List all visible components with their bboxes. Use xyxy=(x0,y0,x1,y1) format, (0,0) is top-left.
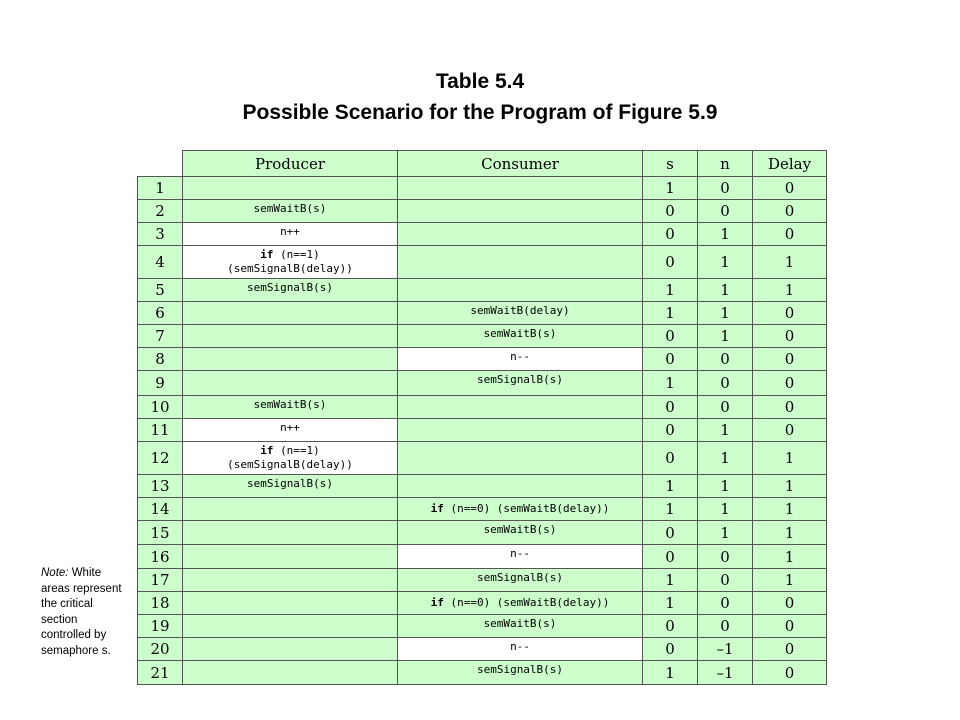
row-number: 8 xyxy=(137,347,183,371)
consumer-code-line xyxy=(484,523,557,537)
s-value: 0 xyxy=(642,441,698,475)
code-text: semSignalB(s) xyxy=(246,281,334,294)
consumer-cell xyxy=(397,568,643,592)
delay-value: 0 xyxy=(752,614,827,638)
consumer-cell xyxy=(397,637,643,661)
code-text: semSignalB(s) xyxy=(246,477,334,490)
n-value: 1 xyxy=(697,497,753,521)
s-value: 0 xyxy=(642,245,698,279)
header-delay: Delay xyxy=(752,150,827,177)
code-text: semSignalB(s) xyxy=(476,373,564,386)
delay-value: 1 xyxy=(752,441,827,475)
delay-value: 1 xyxy=(752,520,827,545)
consumer-cell xyxy=(397,278,643,302)
delay-value: 0 xyxy=(752,324,827,348)
delay-value: 1 xyxy=(752,544,827,569)
code-text: semWaitB(s) xyxy=(483,327,557,340)
producer-cell xyxy=(182,176,398,200)
producer-cell xyxy=(182,441,398,475)
consumer-cell xyxy=(397,614,643,638)
row-number: 10 xyxy=(137,395,183,419)
n-value: 0 xyxy=(697,347,753,371)
s-value: 0 xyxy=(642,222,698,246)
producer-cell xyxy=(182,614,398,638)
delay-value: 1 xyxy=(752,568,827,592)
producer-cell xyxy=(182,395,398,419)
delay-value: 0 xyxy=(752,176,827,200)
producer-cell xyxy=(182,637,398,661)
n-value: 1 xyxy=(697,520,753,545)
row-number: 7 xyxy=(137,324,183,348)
consumer-cell xyxy=(397,395,643,419)
producer-code-line-2: (semSignalB(delay)) xyxy=(227,458,353,471)
delay-value: 0 xyxy=(752,222,827,246)
code-text: semWaitB(delay) xyxy=(470,304,570,317)
consumer-code-line xyxy=(510,547,530,561)
code-text: n-- xyxy=(510,640,530,653)
row-number: 1 xyxy=(137,176,183,200)
consumer-code-line xyxy=(477,571,563,585)
row-number: 13 xyxy=(137,474,183,498)
delay-value: 0 xyxy=(752,199,827,223)
producer-cell xyxy=(182,497,398,521)
s-value: 1 xyxy=(642,660,698,685)
s-value: 0 xyxy=(642,614,698,638)
code-text: n++ xyxy=(280,225,300,238)
consumer-cell xyxy=(397,497,643,521)
n-value: 1 xyxy=(697,278,753,302)
consumer-cell xyxy=(397,441,643,475)
s-value: 1 xyxy=(642,568,698,592)
row-number: 14 xyxy=(137,497,183,521)
producer-code-line-2: (semSignalB(delay)) xyxy=(227,262,353,275)
consumer-cell xyxy=(397,222,643,246)
producer-cell xyxy=(182,418,398,442)
consumer-cell xyxy=(397,245,643,279)
code-text: (n==0) (semWaitB(delay)) xyxy=(450,502,610,515)
keyword: if xyxy=(430,596,444,609)
delay-value: 0 xyxy=(752,347,827,371)
keyword: if xyxy=(260,248,274,261)
delay-value: 0 xyxy=(752,660,827,685)
row-number: 21 xyxy=(137,660,183,685)
consumer-cell xyxy=(397,418,643,442)
producer-code-line xyxy=(260,248,320,262)
producer-code-line xyxy=(247,281,333,295)
delay-value: 0 xyxy=(752,370,827,396)
row-number: 17 xyxy=(137,568,183,592)
s-value: 1 xyxy=(642,176,698,200)
note-label: Note: xyxy=(41,567,69,579)
producer-cell xyxy=(182,199,398,223)
consumer-cell xyxy=(397,370,643,396)
n-value: 0 xyxy=(697,544,753,569)
row-number: 16 xyxy=(137,544,183,569)
consumer-cell xyxy=(397,474,643,498)
s-value: 0 xyxy=(642,544,698,569)
consumer-cell xyxy=(397,660,643,685)
code-text: (n==0) (semWaitB(delay)) xyxy=(450,596,610,609)
code-text: n-- xyxy=(510,350,530,363)
s-value: 1 xyxy=(642,370,698,396)
producer-cell xyxy=(182,660,398,685)
producer-cell xyxy=(182,324,398,348)
consumer-cell xyxy=(397,591,643,615)
consumer-code-line xyxy=(477,373,563,387)
producer-code-line xyxy=(254,398,327,412)
producer-cell xyxy=(182,301,398,325)
s-value: 1 xyxy=(642,301,698,325)
producer-code-line xyxy=(280,421,300,435)
consumer-cell xyxy=(397,199,643,223)
row-number: 2 xyxy=(137,199,183,223)
row-number: 6 xyxy=(137,301,183,325)
producer-code-line xyxy=(280,225,300,239)
table-caption: Possible Scenario for the Program of Figure 5.9 xyxy=(242,101,718,124)
producer-cell xyxy=(182,591,398,615)
header-s: s xyxy=(642,150,698,177)
code-text: semSignalB(s) xyxy=(476,663,564,676)
n-value: 1 xyxy=(697,245,753,279)
n-value: 0 xyxy=(697,568,753,592)
code-text: semWaitB(s) xyxy=(483,617,557,630)
code-text: semWaitB(s) xyxy=(253,202,327,215)
code-text: (n==1) xyxy=(280,248,320,261)
n-value: 0 xyxy=(697,199,753,223)
delay-value: 0 xyxy=(752,395,827,419)
consumer-code-line xyxy=(477,663,563,677)
code-text: semWaitB(s) xyxy=(253,398,327,411)
delay-value: 0 xyxy=(752,301,827,325)
code-text: semSignalB(s) xyxy=(476,571,564,584)
consumer-cell xyxy=(397,324,643,348)
n-value: 1 xyxy=(697,441,753,475)
delay-value: 1 xyxy=(752,278,827,302)
producer-cell xyxy=(182,245,398,279)
delay-value: 1 xyxy=(752,245,827,279)
producer-cell xyxy=(182,278,398,302)
n-value: 0 xyxy=(697,176,753,200)
delay-value: 0 xyxy=(752,591,827,615)
code-text: n++ xyxy=(280,421,300,434)
row-number: 15 xyxy=(137,520,183,545)
row-number: 5 xyxy=(137,278,183,302)
producer-cell xyxy=(182,370,398,396)
row-number: 11 xyxy=(137,418,183,442)
row-number: 4 xyxy=(137,245,183,279)
n-value: 1 xyxy=(697,418,753,442)
row-number: 20 xyxy=(137,637,183,661)
delay-value: 1 xyxy=(752,497,827,521)
s-value: 1 xyxy=(642,497,698,521)
consumer-code-line xyxy=(510,640,530,654)
row-number: 19 xyxy=(137,614,183,638)
n-value: 0 xyxy=(697,370,753,396)
consumer-cell xyxy=(397,520,643,545)
header-n: n xyxy=(697,150,753,177)
n-value: 0 xyxy=(697,591,753,615)
s-value: 0 xyxy=(642,637,698,661)
consumer-cell xyxy=(397,544,643,569)
delay-value: 0 xyxy=(752,418,827,442)
s-value: 1 xyxy=(642,278,698,302)
header-consumer: Consumer xyxy=(397,150,643,177)
code-text: semWaitB(s) xyxy=(483,523,557,536)
delay-value: 0 xyxy=(752,637,827,661)
consumer-code-line xyxy=(431,596,610,610)
row-number: 9 xyxy=(137,370,183,396)
producer-cell xyxy=(182,568,398,592)
producer-cell xyxy=(182,347,398,371)
s-value: 0 xyxy=(642,199,698,223)
consumer-code-line xyxy=(510,350,530,364)
note xyxy=(41,566,129,659)
producer-code-line xyxy=(254,202,327,216)
producer-cell xyxy=(182,544,398,569)
producer-code-line xyxy=(260,444,320,458)
code-text: n-- xyxy=(510,547,530,560)
consumer-code-line xyxy=(484,327,557,341)
n-value: –1 xyxy=(697,660,753,685)
consumer-cell xyxy=(397,347,643,371)
s-value: 0 xyxy=(642,520,698,545)
row-number: 12 xyxy=(137,441,183,475)
s-value: 0 xyxy=(642,347,698,371)
consumer-cell xyxy=(397,176,643,200)
n-value: –1 xyxy=(697,637,753,661)
code-text: (n==1) xyxy=(280,444,320,457)
table-number: Table 5.4 xyxy=(435,70,525,93)
keyword: if xyxy=(260,444,274,457)
note-text: White areas represent the critical section controlled by semaphore s. xyxy=(41,567,122,657)
consumer-cell xyxy=(397,301,643,325)
header-producer: Producer xyxy=(182,150,398,177)
n-value: 0 xyxy=(697,395,753,419)
s-value: 1 xyxy=(642,474,698,498)
s-value: 0 xyxy=(642,395,698,419)
producer-cell xyxy=(182,520,398,545)
delay-value: 1 xyxy=(752,474,827,498)
n-value: 1 xyxy=(697,301,753,325)
producer-cell xyxy=(182,474,398,498)
n-value: 0 xyxy=(697,614,753,638)
n-value: 1 xyxy=(697,474,753,498)
row-number: 3 xyxy=(137,222,183,246)
n-value: 1 xyxy=(697,324,753,348)
consumer-code-line xyxy=(484,617,557,631)
s-value: 0 xyxy=(642,418,698,442)
keyword: if xyxy=(430,502,444,515)
consumer-code-line xyxy=(431,502,610,516)
producer-code-line xyxy=(247,477,333,491)
s-value: 1 xyxy=(642,591,698,615)
s-value: 0 xyxy=(642,324,698,348)
row-number: 18 xyxy=(137,591,183,615)
n-value: 1 xyxy=(697,222,753,246)
producer-cell xyxy=(182,222,398,246)
consumer-code-line xyxy=(470,304,569,318)
